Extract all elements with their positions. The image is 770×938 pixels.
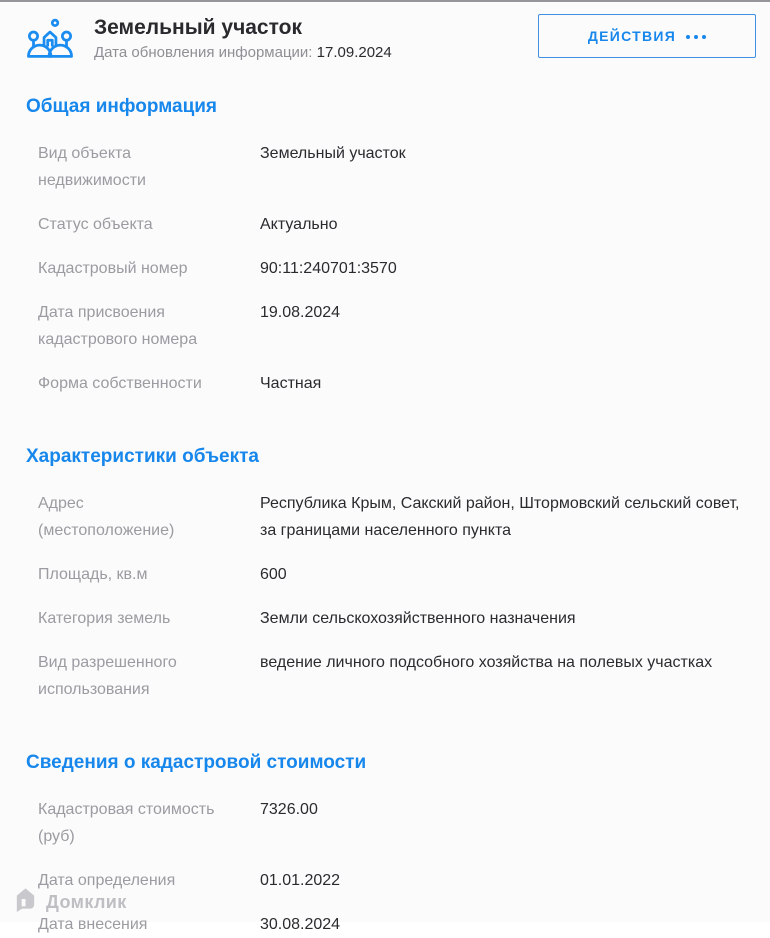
row-label: Адрес (местоположение) — [38, 495, 175, 539]
table-row — [26, 561, 746, 588]
updated-info — [94, 42, 392, 64]
section-title: Сведения о кадастровой стоимости — [26, 752, 367, 773]
row-label: Кадастровый номер — [38, 260, 188, 277]
page-header — [0, 2, 770, 65]
row-label: Вид объекта недвижимости — [38, 145, 146, 189]
table-row — [26, 605, 746, 632]
row-label: Статус объекта — [38, 216, 153, 233]
details-content — [0, 95, 770, 938]
row-label: Вид разрешенного использования — [38, 654, 177, 698]
row-value: ведение личного подсобного хозяйства на полевых участках — [260, 654, 713, 671]
row-value: 600 — [260, 566, 287, 583]
land-plot-icon — [26, 16, 74, 65]
row-value: Частная — [260, 375, 322, 392]
actions-button-label: ДЕЙСТВИЯ — [587, 28, 677, 44]
row-value: Республика Крым, Сакский район, Штормовский сельский совет, за границами населенного пункта — [260, 495, 740, 539]
row-value: Земли сельскохозяйственного назначения — [260, 610, 576, 627]
table-row — [26, 867, 746, 894]
table-row — [26, 490, 746, 544]
updated-label: Дата обновления информации: — [94, 44, 313, 61]
updated-date: 17.09.2024 — [316, 44, 392, 61]
section-cadastral-value — [26, 751, 746, 938]
table-row — [26, 370, 746, 397]
watermark-text: Домклик — [46, 891, 127, 912]
row-label: Форма собственности — [38, 375, 202, 392]
section-characteristics — [26, 445, 746, 703]
table-row — [26, 140, 746, 194]
ellipsis-icon — [686, 35, 706, 39]
section-title: Общая информация — [26, 96, 218, 117]
title-block — [94, 14, 392, 64]
section-general-info — [26, 95, 746, 397]
table-row — [26, 911, 746, 938]
row-value: 7326.00 — [260, 801, 318, 818]
row-value: 01.01.2022 — [260, 872, 341, 889]
row-value: 30.08.2024 — [260, 916, 341, 933]
table-row — [26, 211, 746, 238]
row-value: Земельный участок — [260, 145, 406, 162]
table-row — [26, 649, 746, 703]
row-value: 90:11:240701:3570 — [260, 260, 397, 277]
row-label: Площадь, кв.м — [38, 566, 148, 583]
row-label: Кадастровая стоимость (руб) — [38, 801, 215, 845]
row-label: Дата определения — [38, 872, 176, 889]
actions-button[interactable] — [538, 14, 756, 58]
row-value: 19.08.2024 — [260, 304, 341, 321]
section-title: Характеристики объекта — [26, 446, 259, 467]
row-value: Актуально — [260, 216, 338, 233]
table-row — [26, 255, 746, 282]
table-row — [26, 299, 746, 353]
row-label: Дата внесения — [38, 916, 148, 933]
row-label: Дата присвоения кадастрового номера — [38, 304, 198, 348]
row-label: Категория земель — [38, 610, 171, 627]
page-title: Земельный участок — [94, 16, 302, 39]
table-row — [26, 796, 746, 850]
